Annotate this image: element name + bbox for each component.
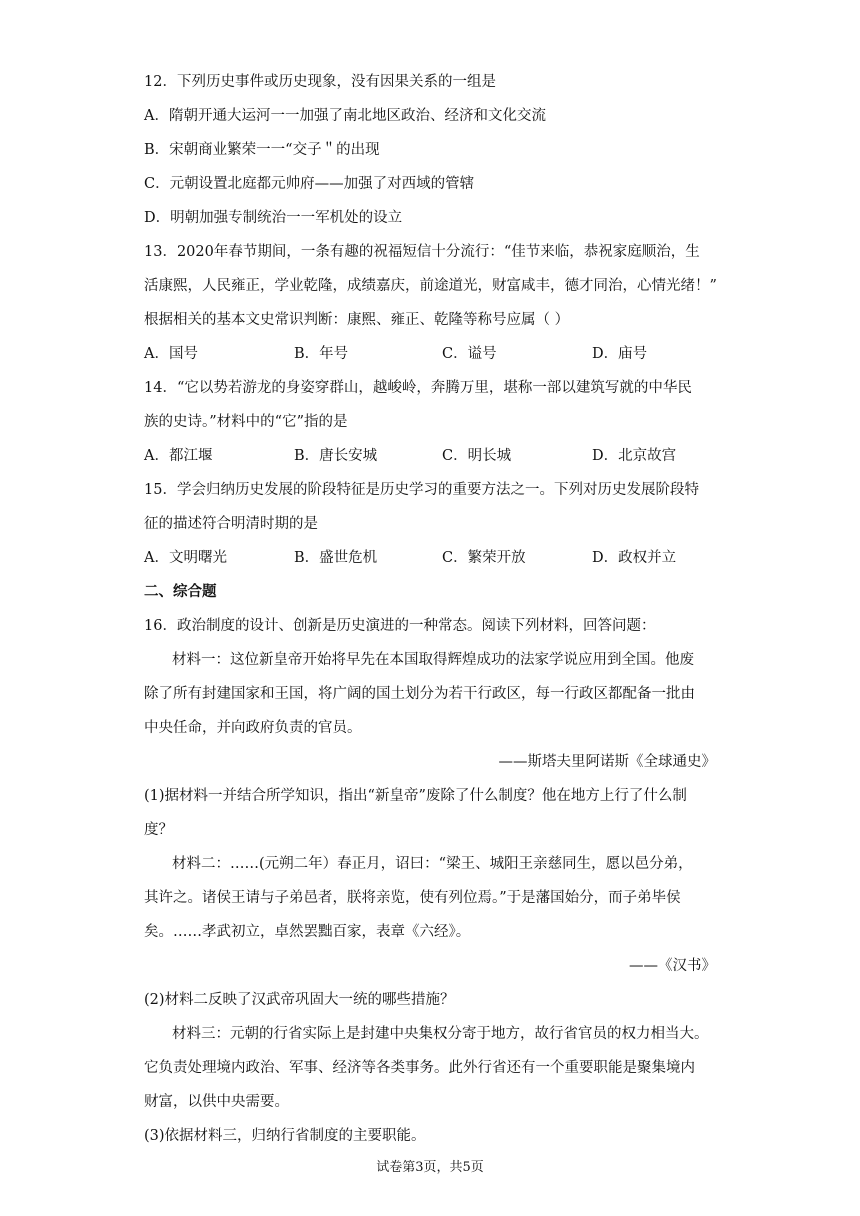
q14-line-1: 14．“它以势若游龙的身姿穿群山，越峻岭，奔腾万里，堪称一部以建筑写就的中华民 — [144, 380, 692, 396]
q16-material-1-source: ——斯塔夫里阿诺斯《全球通史》 — [498, 754, 716, 770]
q13-option-c: C．谥号 — [442, 346, 497, 362]
q12-option-a: A．隋朝开通大运河一一加强了南北地区政治、经济和文化交流 — [144, 108, 546, 124]
q15-option-b: B．盛世危机 — [294, 550, 378, 566]
q13-option-d: D．庙号 — [592, 346, 648, 362]
q16-material-2-line-2: 其许之。诸侯王请与子弟邑者，朕将亲览，使有列位焉。”于是藩国始分，而子弟毕侯 — [144, 890, 681, 906]
q12-option-c: C．元朝设置北庭都元帅府——加强了对西域的管辖 — [144, 176, 475, 192]
q16-material-3-line-2: 它负责处理境内政治、军事、经济等各类事务。此外行省还有一个重要职能是聚集境内 — [144, 1060, 695, 1076]
q16-material-1-line-3: 中央任命，并向政府负责的官员。 — [144, 720, 362, 736]
q14-line-2: 族的史诗。”材料中的“它”指的是 — [144, 414, 348, 430]
q16-material-1-line-1: 材料一：这位新皇帝开始将早先在本国取得辉煌成功的法家学说应用到全国。他废 — [172, 652, 694, 668]
q16-material-2-line-3: 矣。……孝武初立，卓然罢黜百家，表章《六经》。 — [144, 924, 471, 940]
q15-option-d: D．政权并立 — [592, 550, 677, 566]
page-footer: 试卷第3页，共5页 — [376, 1160, 484, 1175]
q15-line-1: 15．学会归纳历史发展的阶段特征是历史学习的重要方法之一。下列对历史发展阶段特 — [144, 482, 699, 498]
q16-material-1-line-2: 除了所有封建国家和王国，将广阔的国土划分为若干行政区，每一行政区都配备一批由 — [144, 686, 695, 702]
q16-material-2-line-1: 材料二：……(元朔二年）春正月，诏曰：“梁王、城阳王亲慈同生，愿以邑分弟， — [172, 856, 693, 872]
q12-stem: 12．下列历史事件或历史现象，没有因果关系的一组是 — [144, 74, 496, 90]
q13-line-2: 活康熙，人民雍正，学业乾隆，成绩嘉庆，前途道光，财富咸丰，德才同治，心情光绪！” — [144, 278, 717, 294]
q16-stem: 16．政治制度的设计、创新是历史演进的一种常态。阅读下列材料，回答问题： — [144, 618, 656, 634]
q16-sub-1-line-1: (1)据材料一并结合所学知识，指出“新皇帝”废除了什么制度？他在地方上行了什么制 — [144, 788, 687, 804]
q13-option-b: B．年号 — [294, 346, 349, 362]
q13-line-3: 根据相关的基本文史常识判断：康熙、雍正、乾隆等称号应属（ ） — [144, 312, 570, 328]
q16-material-3-line-3: 财富，以供中央需要。 — [144, 1094, 289, 1110]
q14-option-d: D．北京故宫 — [592, 448, 677, 464]
q15-option-c: C．繁荣开放 — [442, 550, 526, 566]
q14-option-b: B．唐长安城 — [294, 448, 378, 464]
q15-line-2: 征的描述符合明清时期的是 — [144, 516, 318, 532]
q12-option-d: D．明朝加强专制统治一一军机处的设立 — [144, 210, 403, 226]
q13-option-a: A．国号 — [144, 346, 198, 362]
q16-material-3-line-1: 材料三：元朝的行省实际上是封建中央集权分寄于地方，故行省官员的权力相当大。 — [172, 1026, 709, 1042]
q16-sub-1-line-2: 度？ — [144, 822, 173, 838]
q14-option-c: C．明长城 — [442, 448, 512, 464]
q16-sub-3: (3)依据材料三，归纳行省制度的主要职能。 — [144, 1128, 426, 1144]
q16-sub-2: (2)材料二反映了汉武帝巩固大一统的哪些措施？ — [144, 992, 455, 1008]
q13-line-1: 13．2020年春节期间，一条有趣的祝福短信十分流行：“佳节来临，恭祝家庭顺治，生 — [144, 244, 700, 260]
q14-option-a: A．都江堰 — [144, 448, 213, 464]
q12-option-b: B．宋朝商业繁荣一一“交子＂的出现 — [144, 142, 380, 158]
q15-option-a: A．文明曙光 — [144, 550, 227, 566]
section-heading: 二、综合题 — [144, 584, 217, 600]
q16-material-2-source: ——《汉书》 — [629, 958, 716, 974]
